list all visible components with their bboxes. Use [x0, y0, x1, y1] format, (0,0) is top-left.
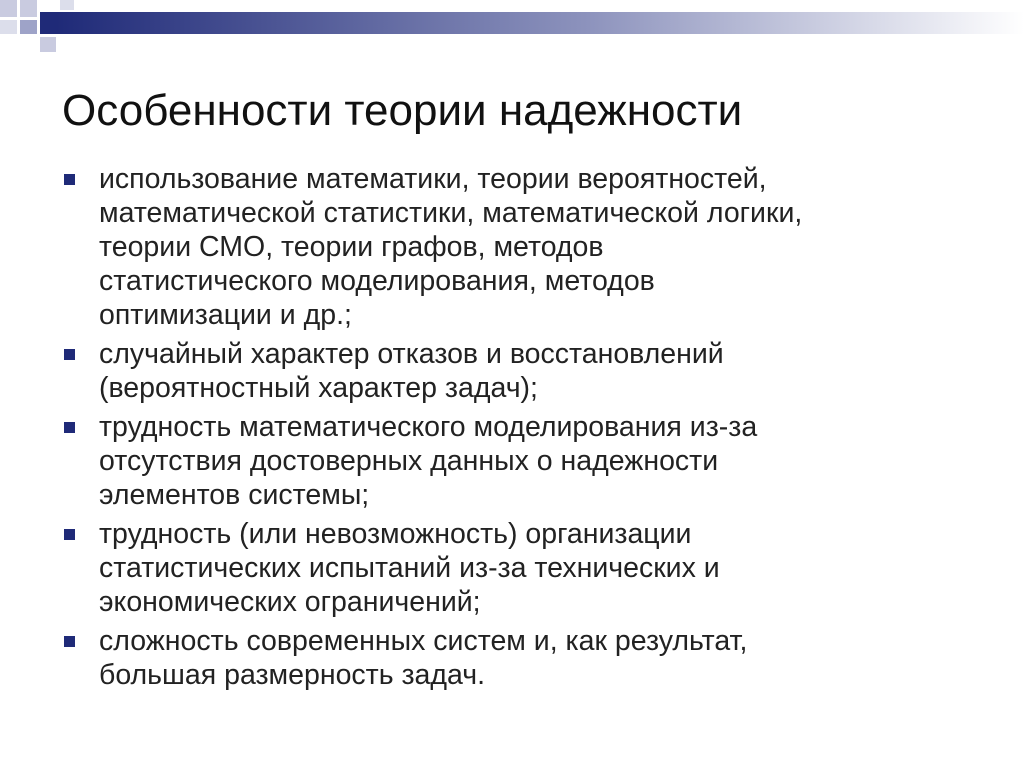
- bullet-item: [62, 162, 962, 332]
- header-gradient-bar: [56, 12, 1024, 34]
- bullet-line: отсутствия достоверных данных о надежности: [99, 445, 719, 477]
- deco-square-light-2: [40, 12, 56, 34]
- bullet-line: статистического моделирования, методов: [99, 265, 655, 297]
- bullet-line: трудность (или невозможность) организации: [99, 518, 692, 550]
- deco-square-light-3: [20, 20, 37, 34]
- bullet-line: (вероятностный характер задач);: [99, 372, 538, 404]
- bullet-line: случайный характер отказов и восстановлений: [99, 338, 724, 370]
- bullet-line: теории СМО, теории графов, методов: [99, 231, 604, 263]
- deco-square-dark-1: [20, 0, 37, 17]
- header-decoration: [0, 0, 1024, 52]
- square-bullet-icon: [64, 349, 75, 360]
- bullet-line: математической статистики, математической логики,: [99, 197, 803, 229]
- square-bullet-icon: [64, 174, 75, 185]
- square-bullet-icon: [64, 529, 75, 540]
- deco-square-light-4: [40, 37, 56, 52]
- bullet-item: [62, 624, 962, 692]
- bullet-list: [62, 162, 962, 697]
- bullet-item: [62, 410, 962, 512]
- bullet-line: оптимизации и др.;: [99, 299, 352, 331]
- bullet-item: [62, 337, 962, 405]
- square-bullet-icon: [64, 422, 75, 433]
- bullet-line: сложность современных систем и, как результат,: [99, 625, 748, 657]
- bullet-line: статистических испытаний из-за технических и: [99, 552, 720, 584]
- bullet-line: использование математики, теории вероятностей,: [99, 163, 767, 195]
- deco-square-light-1: [0, 0, 17, 17]
- slide-title: Особенности теории надежности: [62, 86, 743, 135]
- deco-square-light-5: [60, 0, 74, 10]
- bullet-line: экономических ограничений;: [99, 586, 481, 618]
- deco-square-dark-2: [0, 20, 17, 34]
- bullet-line: большая размерность задач.: [99, 659, 486, 691]
- square-bullet-icon: [64, 636, 75, 647]
- bullet-line: трудность математического моделирования из-за: [99, 411, 758, 443]
- bullet-item: [62, 517, 962, 619]
- bullet-line: элементов системы;: [99, 479, 370, 511]
